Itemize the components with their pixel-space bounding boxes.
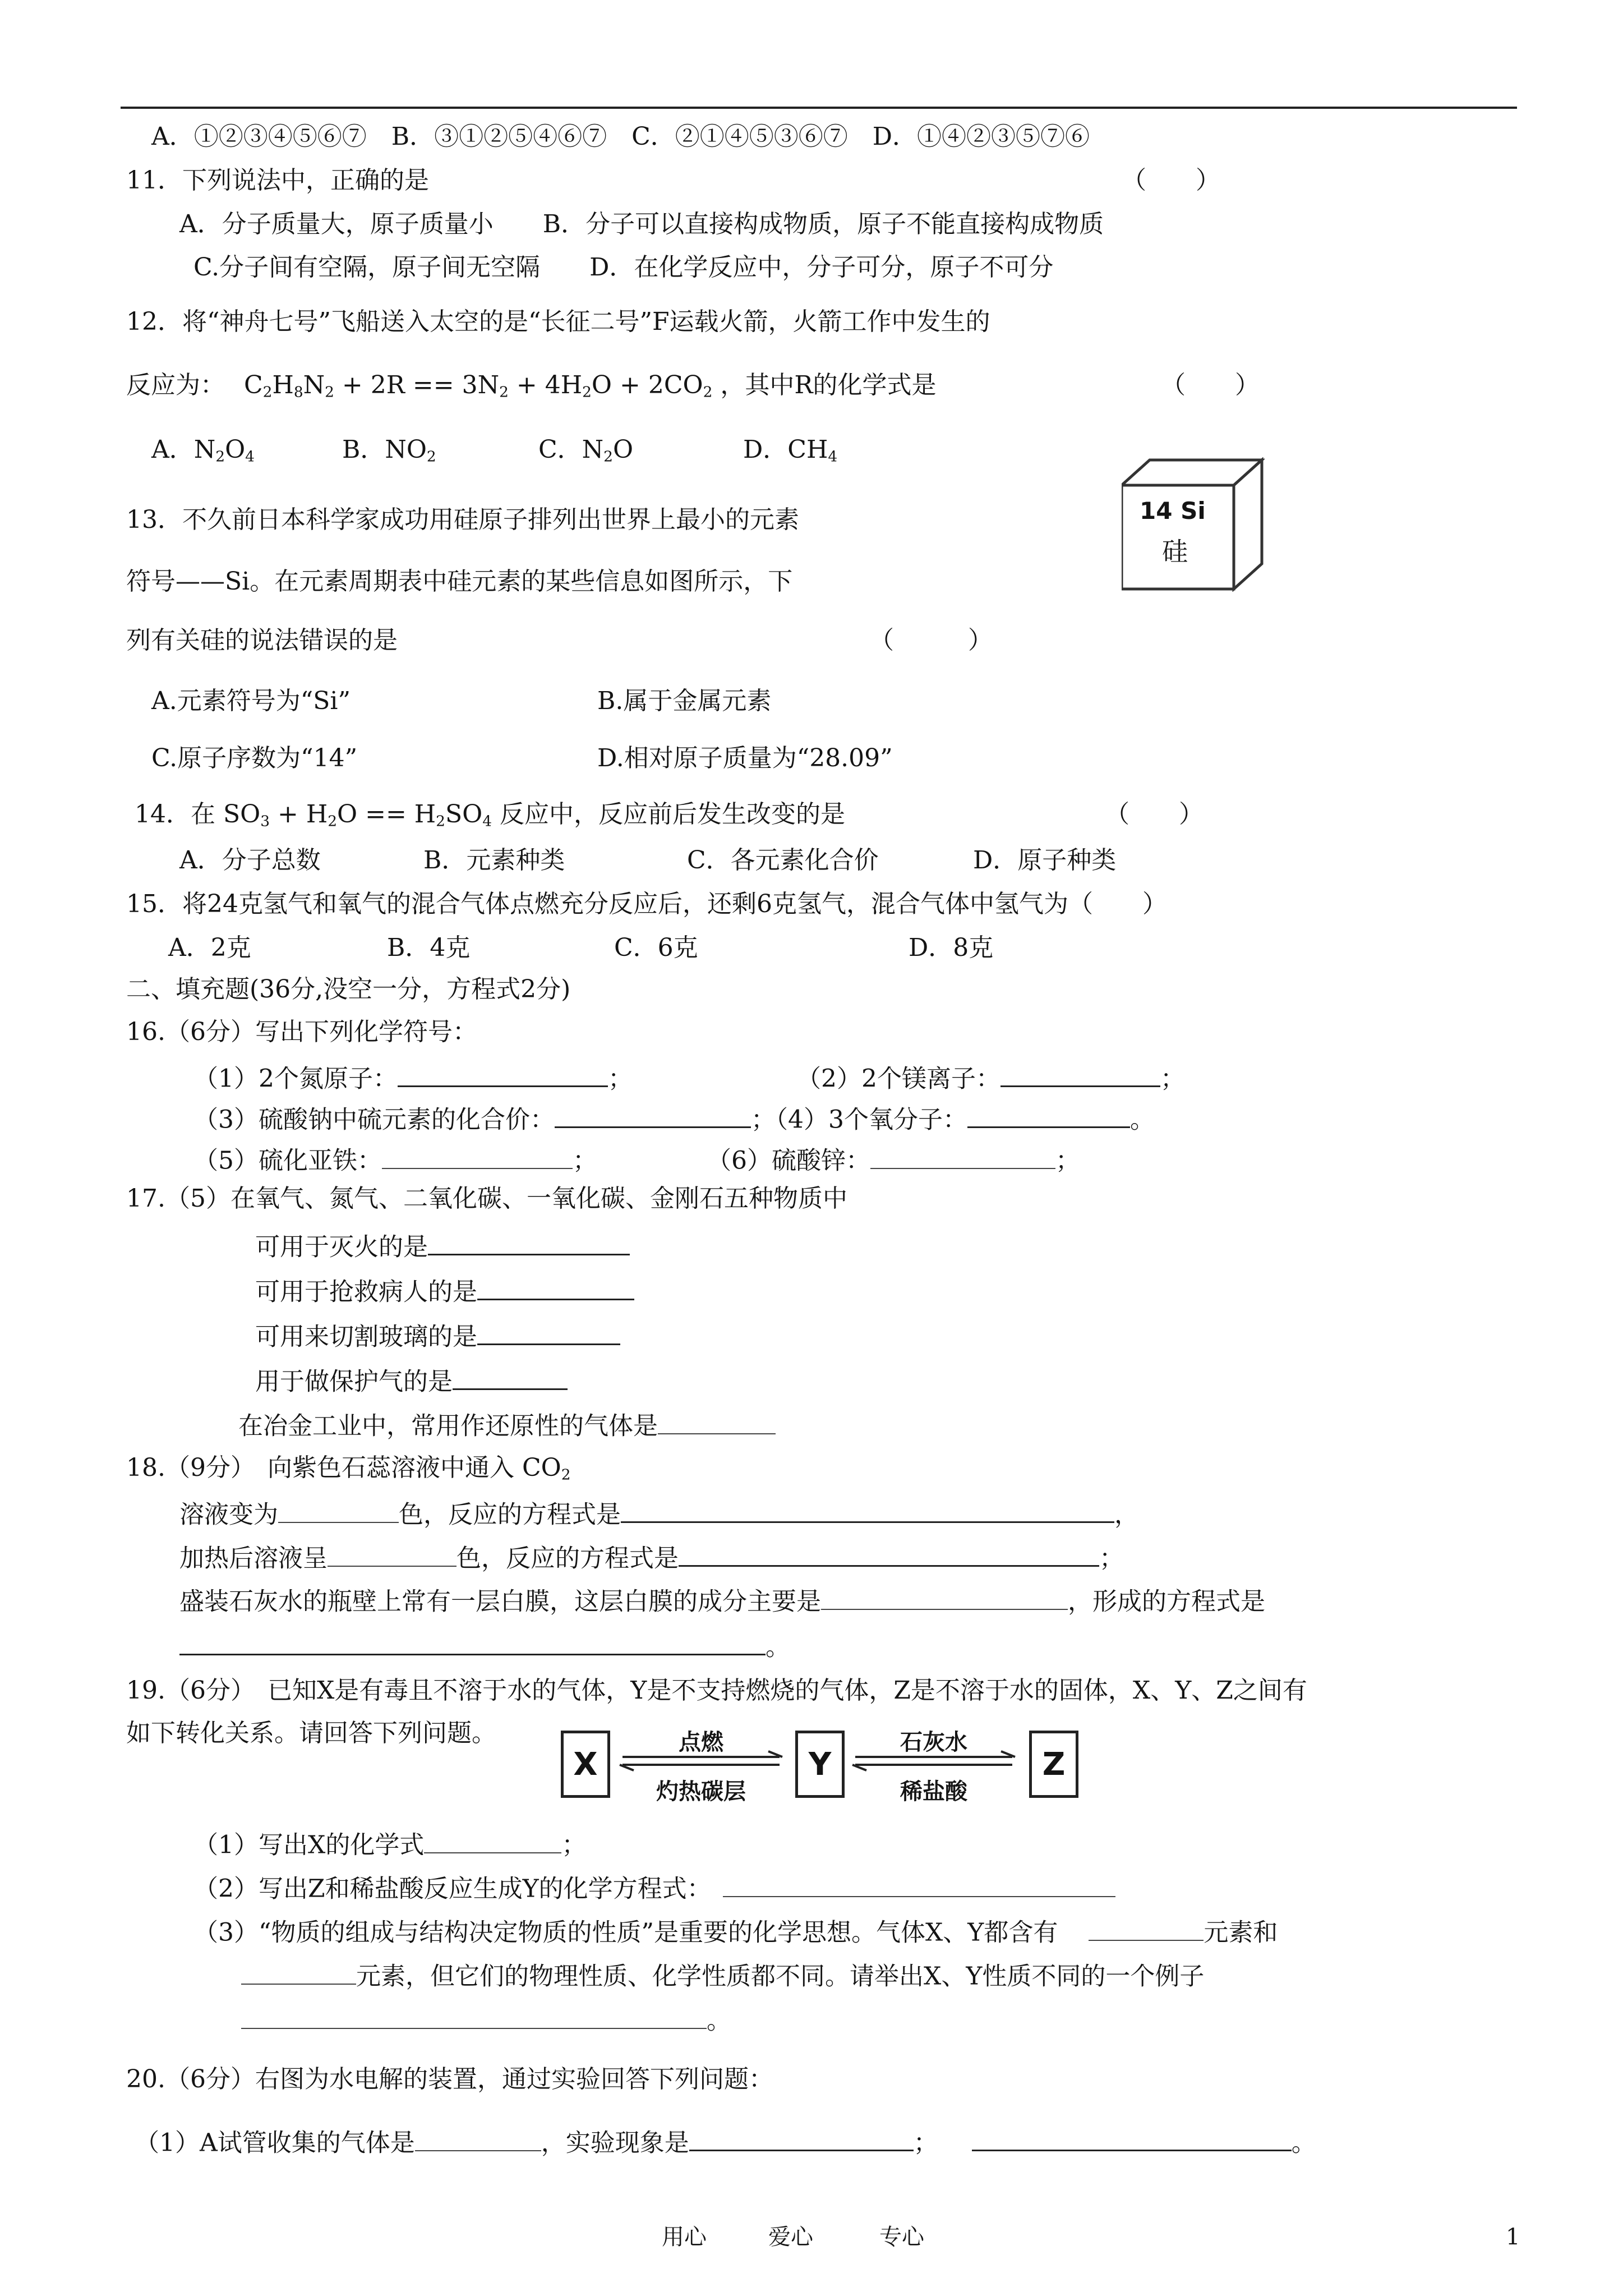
q20-blank-2[interactable] xyxy=(689,2127,914,2151)
cube-element-name: 硅 xyxy=(1162,536,1188,567)
q16-item-6: （6）硫酸锌： ； xyxy=(707,1146,1080,1175)
footer-word-3: 专心 xyxy=(879,2224,924,2250)
silicon-element-cube xyxy=(1122,457,1265,592)
q11-options-ab: A．分子质量大，原子质量小 B．分子可以直接构成物质，原子不能直接构成物质 xyxy=(179,210,1104,238)
q14-option-c: C．各元素化合价 xyxy=(687,846,879,875)
diagram-box-x: X xyxy=(561,1731,610,1798)
q14-option-a: A．分子总数 xyxy=(179,846,321,875)
q18-blank-color-2[interactable] xyxy=(328,1543,457,1567)
q13-option-d: D.相对原子质量为“28.09” xyxy=(597,744,893,772)
q12-equation: $C_2H_8N_2 + 2R == 3N_2 + 4H_2O + 2CO_2$ xyxy=(244,371,713,401)
q14-option-b: B．元素种类 xyxy=(423,846,565,875)
q12-answer-paren: （ ） xyxy=(1161,371,1260,399)
q19-blank-2[interactable] xyxy=(723,1874,1115,1897)
q12-stem-line2 xyxy=(126,371,937,401)
cube-atomic-number-symbol: 14 Si xyxy=(1140,497,1206,524)
q17-line-2: 可用于抢救病人的是 xyxy=(255,1276,634,1305)
q19-item-4: 元素，但它们的物理性质、化学性质都不同。请举出X、Y性质不同的一个例子 xyxy=(241,1961,1204,1989)
q16-blank-5[interactable] xyxy=(382,1145,573,1169)
q15-option-c: C．6克 xyxy=(614,933,698,962)
q19-blank-5[interactable] xyxy=(241,2005,707,2029)
q16-blank-2[interactable] xyxy=(1000,1063,1160,1087)
q19-item-5: 。 xyxy=(241,2005,731,2033)
q16-item-2: （2）2个镁离子： ； xyxy=(796,1063,1185,1092)
q19-item-1: （1）写出X的化学式 ； xyxy=(193,1830,587,1860)
arrow1-bottom-label: 灼热碳层 xyxy=(656,1778,746,1805)
q20-blank-1[interactable] xyxy=(415,2128,541,2151)
q19-stem-line2: 如下转化关系。请回答下列问题。 xyxy=(126,1719,496,1747)
q16-blank-1[interactable] xyxy=(398,1063,608,1087)
q13-stem-line1: 13．不久前日本科学家成功用硅原子排列出世界上最小的元素 xyxy=(126,505,799,534)
q16-blank-3[interactable] xyxy=(555,1104,751,1128)
q18-blank-substance[interactable] xyxy=(821,1586,1068,1610)
q13-option-a: A.元素符号为“Si” xyxy=(151,687,351,715)
q12-option-a: A．$N_2O_4$ xyxy=(151,435,255,466)
q14-stem: 14．在 $SO_3 + H_2O == H_2SO_4$ 反应中，反应前后发生改变的是 xyxy=(135,800,845,830)
q17-blank-5[interactable] xyxy=(658,1411,776,1434)
q17-blank-1[interactable] xyxy=(428,1231,630,1255)
q15-option-d: D．8克 xyxy=(909,933,994,962)
q12-option-c: C．$N_2O$ xyxy=(538,435,634,466)
q16-item-3: （3）硫酸钠中硫元素的化合价： ；（4）3个氧分子： 。 xyxy=(193,1104,1155,1133)
q16-item-5: （5）硫化亚铁： ； xyxy=(193,1146,597,1175)
q12-prefix: 反应为： xyxy=(126,371,225,399)
q17-line-1: 可用于灭火的是 xyxy=(255,1231,630,1260)
q18-line-3: 盛装石灰水的瓶壁上常有一层白膜，这层白膜的成分主要是 ，形成的方程式是 xyxy=(179,1587,1265,1616)
q13-option-c: C.原子序数为“14” xyxy=(151,744,358,772)
q19-blank-1[interactable] xyxy=(424,1830,561,1853)
q18-line-1: 溶液变为 色，反应的方程式是 ， xyxy=(179,1499,1139,1527)
diagram-box-y: Y xyxy=(795,1731,845,1798)
q19-item-2: （2）写出Z和稀盐酸反应生成Y的化学方程式： xyxy=(193,1874,1115,1902)
q11-answer-paren: （ ） xyxy=(1122,166,1220,195)
q13-stem-line3: 列有关硅的说法错误的是 xyxy=(126,626,398,655)
q12-option-b: B．$NO_2$ xyxy=(342,435,436,466)
q18-line-2: 加热后溶液呈 色，反应的方程式是 ； xyxy=(179,1543,1124,1571)
q13-answer-paren: （ ） xyxy=(869,626,993,655)
q20-item-1: （1）A试管收集的气体是 ，实验现象是 ； 。 xyxy=(135,2127,1316,2156)
q15-option-b: B．4克 xyxy=(387,933,471,962)
q19-item-3: （3）“物质的组成与结构决定物质的性质”是重要的化学思想。气体X、Y都含有 元素和 xyxy=(193,1918,1278,1947)
q16-blank-4[interactable] xyxy=(967,1104,1130,1128)
q17-blank-3[interactable] xyxy=(477,1321,620,1345)
q18-blank-equation-3[interactable] xyxy=(179,1631,766,1655)
q12-suffix: ，其中R的化学式是 xyxy=(720,371,937,399)
q17-line-3: 可用来切割玻璃的是 xyxy=(255,1321,620,1350)
q18-line-4: 。 xyxy=(179,1631,790,1660)
q18-stem: 18.（9分） 向紫色石蕊溶液中通入 $CO_2$ xyxy=(126,1453,571,1484)
q14-option-d: D．原子种类 xyxy=(973,846,1117,875)
q12-stem-line1: 12．将“神舟七号”飞船送入太空的是“长征二号”F运载火箭，火箭工作中发生的 xyxy=(126,307,990,336)
q13-stem-line2: 符号——Si。在元素周期表中硅元素的某些信息如图所示，下 xyxy=(126,567,793,596)
q20-blank-3[interactable] xyxy=(972,2127,1292,2151)
q11-stem: 11．下列说法中，正确的是 xyxy=(126,166,429,195)
q19-stem-line1: 19.（6分） 已知X是有毒且不溶于水的气体，Y是不支持燃烧的气体，Z是不溶于水的固体，X、Y、Z之间有 xyxy=(126,1676,1307,1705)
footer-word-1: 用心 xyxy=(662,2224,707,2250)
q10-options: A．①②③④⑤⑥⑦ B．③①②⑤④⑥⑦ C．②①④⑤③⑥⑦ D．①④②③⑤⑦⑥ xyxy=(151,122,1090,151)
q11-options-cd: C.分子间有空隔，原子间无空隔 D．在化学反应中，分子可分，原子不可分 xyxy=(193,253,1054,282)
arrow2-top-label: 石灰水 xyxy=(900,1729,967,1755)
footer-word-2: 爱心 xyxy=(768,2224,813,2250)
q18-blank-equation-2[interactable] xyxy=(679,1543,1099,1567)
arrow1-top-label: 点燃 xyxy=(679,1729,723,1755)
q15-stem: 15．将24克氢气和氧气的混合气体点燃充分反应后，还剩6克氢气，混合气体中氢气为（ ） xyxy=(126,890,1167,918)
header-rule xyxy=(121,107,1517,109)
q17-stem: 17.（5）在氧气、氮气、二氧化碳、一氧化碳、金刚石五种物质中 xyxy=(126,1184,847,1213)
q17-blank-2[interactable] xyxy=(477,1276,634,1300)
q13-option-b: B.属于金属元素 xyxy=(597,687,772,715)
section-fill-in-heading: 二、填充题(36分,没空一分，方程式2分) xyxy=(126,975,571,1004)
q17-blank-4[interactable] xyxy=(453,1366,568,1390)
q18-blank-equation-1[interactable] xyxy=(621,1499,1114,1523)
arrow2-bottom-label: 稀盐酸 xyxy=(900,1778,967,1805)
q15-option-a: A．2克 xyxy=(168,933,251,962)
q16-item-1: （1）2个氮原子： ； xyxy=(193,1063,633,1092)
q17-line-4: 用于做保护气的是 xyxy=(255,1366,568,1395)
q20-stem: 20.（6分）右图为水电解的装置，通过实验回答下列问题： xyxy=(126,2065,773,2093)
cube-outline xyxy=(1122,457,1265,592)
q19-blank-3[interactable] xyxy=(1089,1917,1204,1941)
diagram-box-z: Z xyxy=(1029,1731,1078,1798)
q14-answer-paren: （ ） xyxy=(1105,800,1204,829)
q12-option-d: D．$CH_4$ xyxy=(743,435,838,466)
q18-blank-color-1[interactable] xyxy=(278,1499,399,1523)
q17-line-5: 在冶金工业中，常用作还原性的气体是 xyxy=(238,1411,776,1439)
q16-blank-6[interactable] xyxy=(870,1145,1055,1169)
page-number: 1 xyxy=(1506,2224,1520,2250)
q19-blank-4[interactable] xyxy=(241,1961,356,1985)
q16-stem: 16.（6分）写出下列化学符号： xyxy=(126,1018,477,1046)
